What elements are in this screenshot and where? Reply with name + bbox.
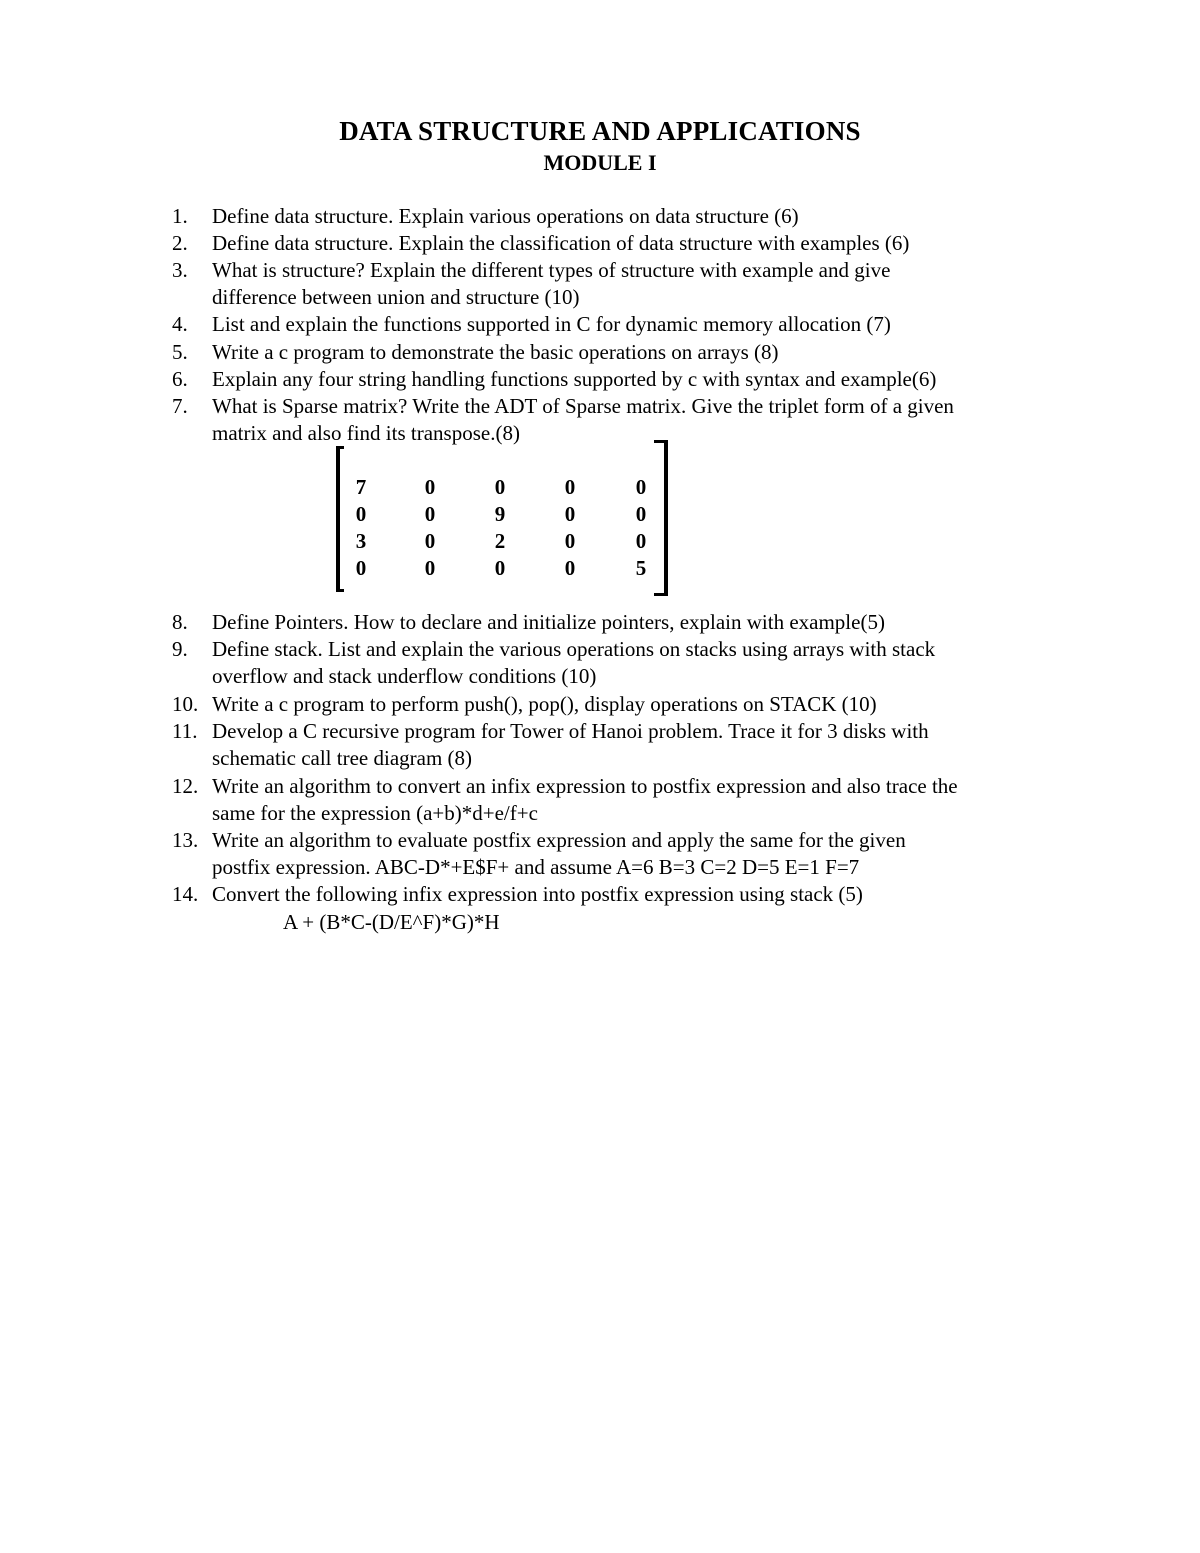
matrix-cell: 0	[635, 502, 647, 526]
matrix-left-bracket	[336, 446, 344, 592]
question-text-continued: overflow and stack underflow conditions (10)	[212, 664, 597, 688]
matrix-cell: 5	[635, 556, 647, 580]
question-number: 6.	[172, 367, 188, 391]
question-text: Write an algorithm to evaluate postfix expression and apply the same for the given	[212, 828, 906, 852]
matrix-cell: 0	[494, 556, 506, 580]
matrix-right-bracket	[654, 440, 668, 596]
matrix-cell: 7	[355, 475, 367, 499]
infix-expression: A + (B*C-(D/E^F)*G)*H	[283, 910, 500, 934]
matrix-cell: 0	[424, 529, 436, 553]
matrix-cell: 0	[564, 556, 576, 580]
matrix-cell: 2	[494, 529, 506, 553]
question-text: Write an algorithm to convert an infix expression to postfix expression and also trace the	[212, 774, 958, 798]
question-number: 1.	[172, 204, 188, 228]
question-number: 9.	[172, 637, 188, 661]
question-number: 7.	[172, 394, 188, 418]
question-text-continued: difference between union and structure (10)	[212, 285, 580, 309]
question-number: 11.	[172, 719, 198, 743]
matrix-cell: 9	[494, 502, 506, 526]
module-heading: MODULE I	[543, 150, 657, 175]
sparse-matrix	[336, 438, 672, 596]
matrix-cell: 0	[564, 475, 576, 499]
matrix-cell: 0	[635, 529, 647, 553]
question-text: What is Sparse matrix? Write the ADT of Sparse matrix. Give the triplet form of a given	[212, 394, 954, 418]
question-number: 5.	[172, 340, 188, 364]
question-text: Define Pointers. How to declare and initialize pointers, explain with example(5)	[212, 610, 885, 634]
question-text-continued: postfix expression. ABC-D*+E$F+ and assume A=6 B=3 C=2 D=5 E=1 F=7	[212, 855, 860, 879]
matrix-cell: 3	[355, 529, 367, 553]
matrix-cell: 0	[494, 475, 506, 499]
matrix-cell: 0	[564, 502, 576, 526]
question-text-continued: same for the expression (a+b)*d+e/f+c	[212, 801, 538, 825]
question-number: 4.	[172, 312, 188, 336]
question-text: What is structure? Explain the different types of structure with example and give	[212, 258, 891, 282]
question-text-continued: matrix and also find its transpose.(8)	[212, 421, 520, 445]
question-text: Define data structure. Explain various operations on data structure (6)	[212, 204, 799, 228]
question-number: 13.	[172, 828, 199, 852]
question-text: Explain any four string handling functions supported by c with syntax and example(6)	[212, 367, 937, 391]
question-number: 10.	[172, 692, 199, 716]
document-title: DATA STRUCTURE AND APPLICATIONS	[339, 116, 861, 146]
question-number: 2.	[172, 231, 188, 255]
question-text: Write a c program to demonstrate the basic operations on arrays (8)	[212, 340, 779, 364]
question-text: Develop a C recursive program for Tower of Hanoi problem. Trace it for 3 disks with	[212, 719, 929, 743]
question-text: Define stack. List and explain the various operations on stacks using arrays with stack	[212, 637, 936, 661]
question-number: 8.	[172, 610, 188, 634]
question-number: 14.	[172, 882, 199, 906]
matrix-cell: 0	[424, 556, 436, 580]
question-text: Write a c program to perform push(), pop(), display operations on STACK (10)	[212, 692, 877, 716]
matrix-cell: 0	[424, 502, 436, 526]
matrix-cell: 0	[564, 529, 576, 553]
question-text: List and explain the functions supported in C for dynamic memory allocation (7)	[212, 312, 891, 336]
question-text: Define data structure. Explain the classification of data structure with examples (6)	[212, 231, 910, 255]
question-number: 12.	[172, 774, 199, 798]
matrix-cell: 0	[355, 502, 367, 526]
question-text-continued: schematic call tree diagram (8)	[212, 746, 473, 770]
matrix-cell: 0	[635, 475, 647, 499]
matrix-cell: 0	[355, 556, 367, 580]
question-number: 3.	[172, 258, 188, 282]
matrix-cell: 0	[424, 475, 436, 499]
question-text: Convert the following infix expression into postfix expression using stack (5)	[212, 882, 863, 906]
